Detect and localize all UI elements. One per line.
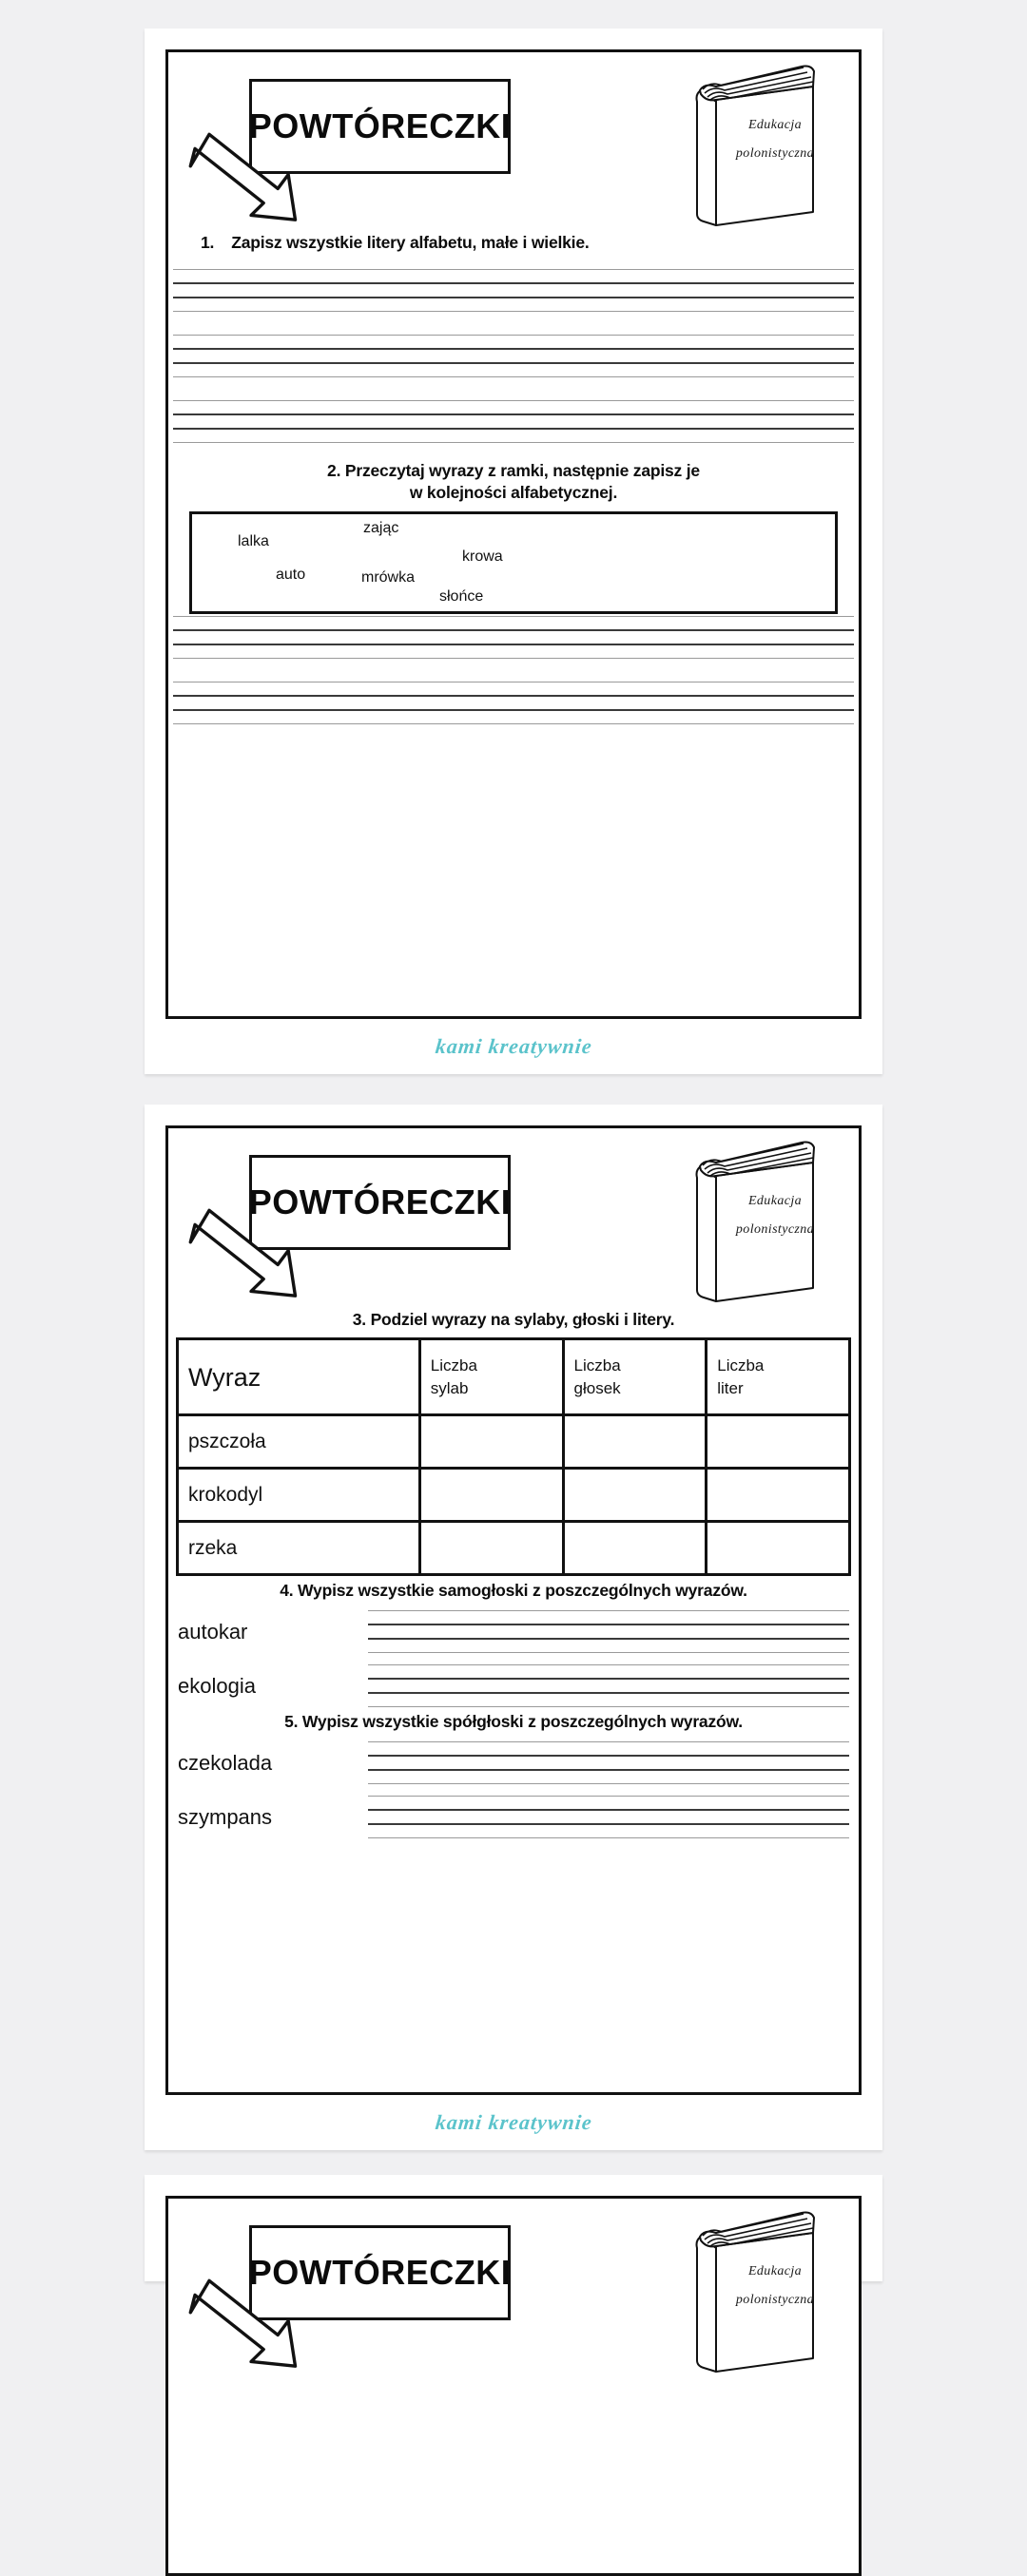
exercise-4-item[interactable] [168,1664,859,1707]
word-bank-item: krowa [462,548,503,565]
header-line: Liczba [717,1355,765,1375]
word-bank-item: auto [276,567,306,583]
sheet-header-3 [168,2199,859,2379]
exercise-3-text: 3. Podziel wyrazy na sylaby, głoski i litery. [352,1310,675,1329]
watermark-text: kami kreatywnie [434,1034,593,1058]
worksheet-card-3[interactable] [145,2175,882,2307]
book-icon [688,1138,825,1304]
table-word-cell: pszczoła [178,1415,420,1469]
exercise-4-text: 4. Wypisz wszystkie samogłoski z poszczególnych wyrazów. [280,1581,747,1600]
rule-line [173,723,854,724]
table-answer-cell[interactable] [707,1415,850,1469]
worksheet-sheet-2 [165,1125,862,2095]
table-word-cell: krokodyl [178,1469,420,1522]
answer-lines[interactable] [368,1741,849,1784]
exercise-2-writing-lines[interactable] [168,616,859,724]
watermark-1 [145,1019,882,1074]
book-icon [688,2208,825,2374]
table-answer-cell[interactable] [419,1415,563,1469]
exercise-4-word: ekologia [178,1673,256,1698]
exercise-5-word: czekolada [178,1750,273,1775]
book-label [731,111,819,168]
rule-line [368,1706,849,1707]
sheet-header-1 [168,52,859,233]
syllables-table[interactable] [176,1337,851,1576]
table-header-cell [563,1339,707,1415]
exercise-1-heading [168,233,859,253]
sheet-header-2 [168,1128,859,1309]
table-row[interactable] [178,1415,850,1469]
worksheet-card-1[interactable] [145,29,882,1074]
ruled-group [173,682,854,724]
table-answer-cell[interactable] [419,1522,563,1575]
table-header-cell: Wyraz [178,1339,420,1415]
exercise-1-writing-lines[interactable] [168,269,859,443]
table-row[interactable] [178,1522,850,1575]
header-line: Liczba [573,1355,621,1375]
rule-line [173,658,854,659]
table-header-cell [419,1339,563,1415]
book-label-line2: polonistyczna [735,146,815,161]
exercise-2-text-line2: w kolejności alfabetycznej. [409,483,618,502]
worksheet-sheet-1 [165,49,862,1019]
rule-line [368,1837,849,1838]
rule-line [368,1652,849,1653]
arrow-down-right-icon [185,2263,300,2373]
table-header-cell [707,1339,850,1415]
header-line: sylab [430,1378,469,1397]
watermark-2 [145,2095,882,2150]
book-label [731,1187,819,1244]
book-label-line1: Edukacja [747,118,803,132]
rule-line [368,1783,849,1784]
arrow-down-right-icon [185,117,300,226]
table-answer-cell[interactable] [563,1469,707,1522]
book-icon [688,62,825,228]
exercise-5-item[interactable] [168,1796,859,1838]
exercise-4-word: autokar [178,1619,248,1644]
worksheet-card-2[interactable] [145,1105,882,2150]
table-word-cell: rzeka [178,1522,420,1575]
answer-lines[interactable] [368,1664,849,1707]
word-bank-item: słońce [439,588,484,605]
ruled-group [173,269,854,312]
header-line: Liczba [430,1355,477,1375]
exercise-5-item[interactable] [168,1741,859,1784]
book-label-line2: polonistyczna [735,1222,815,1237]
page-title: POWTÓRECZKI [248,2253,512,2292]
exercise-4-heading [168,1580,859,1603]
exercise-3-heading [168,1309,859,1332]
exercise-1-number: 1. [201,233,215,252]
table-row[interactable] [178,1469,850,1522]
word-bank-item: zając [363,520,399,536]
word-bank-item: lalka [238,533,269,549]
exercise-1-text: Zapisz wszystkie litery alfabetu, małe i wielkie. [231,233,590,252]
word-bank-item: mrówka [361,569,416,586]
exercise-5-word: szympans [178,1804,273,1829]
word-bank-frame [189,511,838,614]
table-answer-cell[interactable] [563,1522,707,1575]
header-line: liter [717,1378,744,1397]
header-line: głosek [573,1378,621,1397]
rule-line [173,442,854,443]
rule-line [173,376,854,377]
ruled-group [173,616,854,659]
exercise-2-heading [168,460,859,504]
table-header-row [178,1339,850,1415]
page-title: POWTÓRECZKI [248,106,512,145]
watermark-text: kami kreatywnie [434,2110,593,2134]
table-answer-cell[interactable] [707,1469,850,1522]
table-answer-cell[interactable] [563,1415,707,1469]
book-label-line1: Edukacja [747,1194,803,1208]
book-label [731,2258,819,2315]
exercise-2-text-line1: 2. Przeczytaj wyrazy z ramki, następnie zapisz je [327,461,700,480]
ruled-group [173,400,854,443]
table-answer-cell[interactable] [419,1469,563,1522]
ruled-group [173,335,854,377]
worksheet-sheet-3 [165,2196,862,2576]
arrow-down-right-icon [185,1193,300,1302]
book-label-line1: Edukacja [747,2264,803,2278]
exercise-4-item[interactable] [168,1610,859,1653]
answer-lines[interactable] [368,1610,849,1653]
table-answer-cell[interactable] [707,1522,850,1575]
rule-line [173,311,854,312]
answer-lines[interactable] [368,1796,849,1838]
exercise-5-heading [168,1711,859,1734]
exercise-5-text: 5. Wypisz wszystkie spółgłoski z poszczególnych wyrazów. [284,1712,743,1731]
book-label-line2: polonistyczna [735,2293,815,2307]
page-title: POWTÓRECZKI [248,1182,512,1221]
